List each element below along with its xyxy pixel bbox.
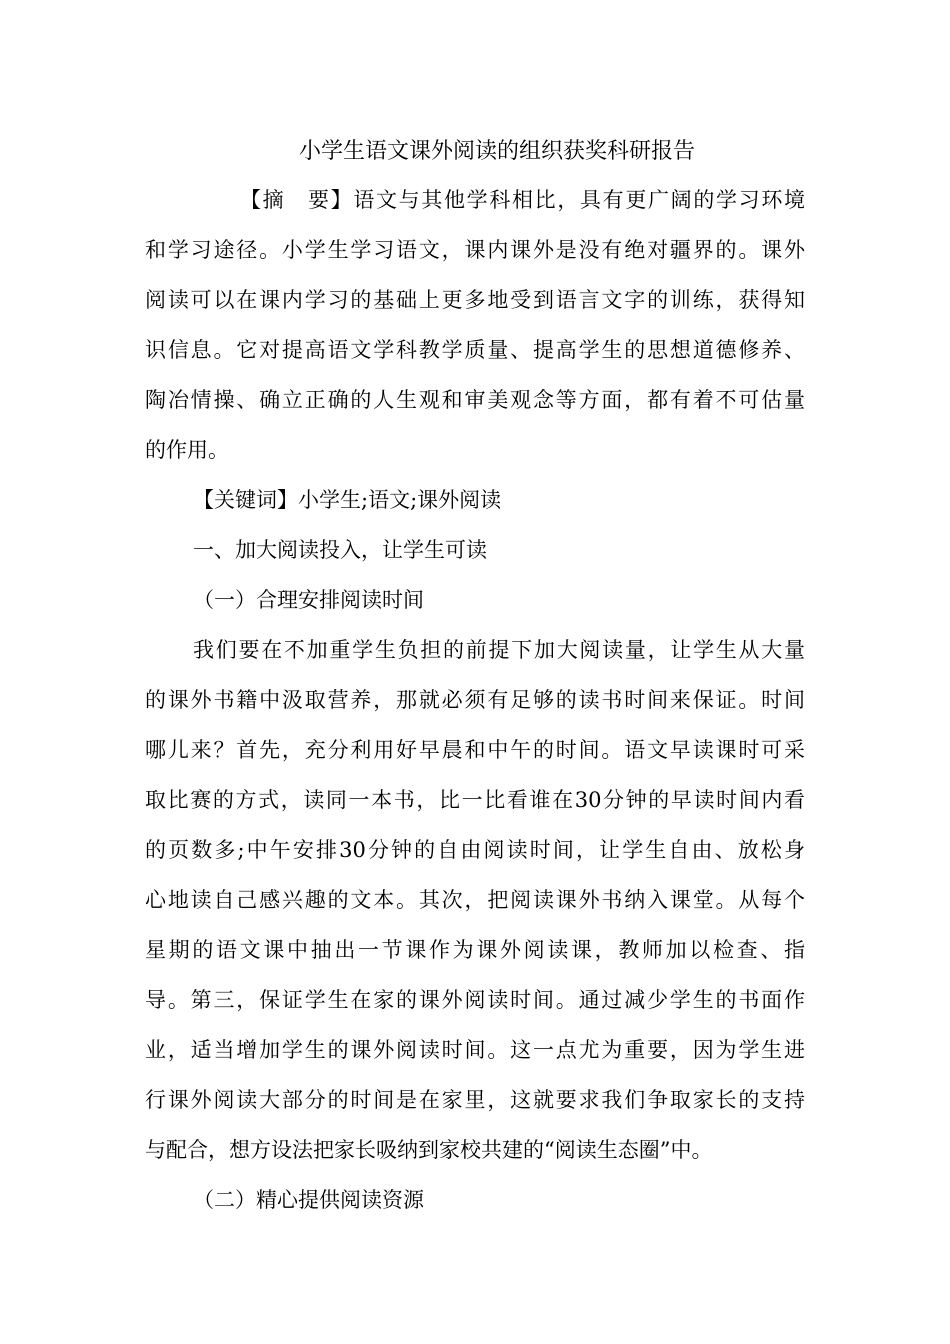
- body-line-8: 导。第三，保证学生在家的课外阅读时间。通过减少学生的书面作: [145, 988, 805, 1012]
- subsection-heading-2: （二）精心提供阅读资源: [193, 1188, 424, 1212]
- document-title: 小学生语文课外阅读的组织获奖科研报告: [298, 139, 695, 164]
- abstract-line-1: 【摘 要】语文与其他学科相比，具有更广阔的学习环境: [240, 188, 805, 212]
- body-line-9: 业，适当增加学生的课外阅读时间。这一点尤为重要，因为学生进: [145, 1038, 805, 1062]
- body-line-6: 心地读自己感兴趣的文本。其次，把阅读课外书纳入课堂。从每个: [145, 888, 805, 912]
- body-line-4: 取比赛的方式，读同一本书，比一比看谁在30分钟的早读时间内看: [145, 788, 805, 812]
- abstract-line-4: 识信息。它对提高语文学科教学质量、提高学生的思想道德修养、: [145, 338, 805, 362]
- abstract-line-2: 和学习途径。小学生学习语文，课内课外是没有绝对疆界的。课外: [145, 238, 805, 262]
- abstract-line-3: 阅读可以在课内学习的基础上更多地受到语言文字的训练，获得知: [145, 288, 805, 312]
- body-line-3: 哪儿来？首先，充分利用好早晨和中午的时间。语文早读课时可采: [145, 738, 805, 762]
- body-line-2: 的课外书籍中汲取营养，那就必须有足够的读书时间来保证。时间: [145, 688, 805, 712]
- body-line-7: 星期的语文课中抽出一节课作为课外阅读课，教师加以检查、指: [145, 938, 805, 962]
- keywords-line: 【关键词】小学生;语文;课外阅读: [193, 488, 502, 512]
- body-line-5: 的页数多;中午安排30分钟的自由阅读时间，让学生自由、放松身: [145, 838, 805, 862]
- subsection-heading-1: （一）合理安排阅读时间: [193, 588, 424, 612]
- body-line-11: 与配合，想方设法把家长吸纳到家校共建的“阅读生态圈”中。: [145, 1138, 713, 1162]
- body-line-1: 我们要在不加重学生负担的前提下加大阅读量，让学生从大量: [193, 638, 805, 662]
- section-heading-1: 一、加大阅读投入，让学生可读: [193, 538, 487, 562]
- abstract-line-5: 陶冶情操、确立正确的人生观和审美观念等方面，都有着不可估量: [145, 388, 805, 412]
- abstract-line-6: 的作用。: [145, 438, 229, 462]
- body-line-10: 行课外阅读大部分的时间是在家里，这就要求我们争取家长的支持: [145, 1088, 805, 1112]
